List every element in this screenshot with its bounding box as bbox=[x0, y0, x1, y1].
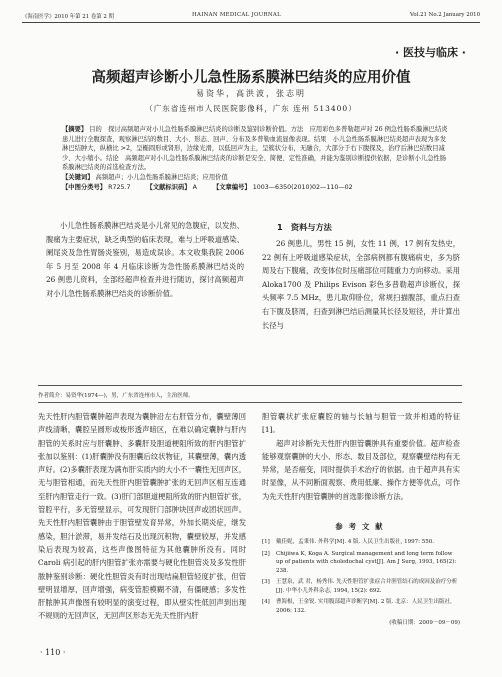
methods-paragraph: 26 例患儿，男性 15 例，女性 11 例，17 例有发热史，22 例有上呼吸道感染症状，全部病例都有腹痛病史，多为脐周及右下腹痛，改变体位时压痛部位可随重力方向移动。采用 Aloka1700 及 Philips Evison 彩色多普勒超声诊断仪，探头频率 7.5 MHz，患儿取仰卧位，常规扫描腹部，重点扫查右下腹及脐周，扫查到淋巴结后测量其长径及短径，并计算出长径与 bbox=[262, 239, 460, 330]
article-title: 高频超声诊断小儿急性肠系膜淋巴结炎的应用价值 bbox=[91, 70, 411, 86]
reference-list bbox=[262, 538, 460, 618]
reference-number: [2] bbox=[262, 550, 270, 557]
reference-item bbox=[262, 578, 460, 595]
abstract-text: 目的 探讨高频超声对小儿急性肠系膜淋巴结炎的诊断及鉴别诊断价值。方法 应用彩色多普勒超声对 26 例急性肠系膜淋巴结炎患儿进行全腹探查，观察淋巴结的数目、大小、形态、回声、分布及多普勒血流显像表现。结果 小儿急性肠系膜淋巴结炎超声表现为多发淋巴结肿大，纵横比 >2，呈椭圆形或肾形，边缘光滑，以低回声为主，呈簇状分布，无融合，大部分于右下腹探及，治疗后淋巴结数目减少、大小缩小。结论 高频超声对小儿急性肠系膜淋巴结炎的诊断是安全、简便、定性准确，并能为鉴别诊断提供依据，是诊断小儿急性肠系膜淋巴结炎的首选检查方法。 bbox=[62, 126, 448, 172]
abstract-label: 【摘要】 bbox=[62, 126, 88, 133]
reference-number: [3] bbox=[262, 579, 270, 585]
header-journal-en: HAINAN MEDICAL JOURNAL bbox=[192, 12, 281, 18]
reference-item bbox=[262, 550, 460, 576]
reference-number: [1] bbox=[262, 539, 270, 545]
reference-item bbox=[262, 538, 460, 547]
page-number: · 110 · bbox=[40, 648, 66, 657]
discussion-continued: 胆管囊状扩张症囊腔的轴与长轴与胆管一致并相通的特征[1]。 bbox=[262, 412, 460, 435]
reference-text: 戴佳妮，孟秉伟. 外科学[M]. 4 版. 人民卫生出版社, 1997: 550. bbox=[276, 539, 435, 545]
intro-paragraph: 小儿急性肠系膜淋巴结炎是小儿常见的急腹症，以发热、腹痛为主要症状，缺乏典型的临床表现，难与上呼吸道感染、阑尾炎及急性胃肠炎鉴别，易造成误诊。本文收集我院 2006 年 5 月至 2008 年 4 月临床诊断为急性肠系膜淋巴结炎的 26 例患儿资料，全部经超声检查并进行随访，探讨高频超声对小儿急性肠系膜淋巴结炎的诊断价值。 bbox=[46, 221, 244, 298]
reference-number: [4] bbox=[262, 599, 270, 605]
body-right-column bbox=[262, 410, 460, 503]
running-header bbox=[22, 10, 480, 23]
doc-code-value: A bbox=[192, 184, 197, 191]
column-break-rule bbox=[38, 402, 462, 403]
methods-heading: 1 资料与方法 bbox=[277, 222, 332, 232]
reference-text: 王慧泉，武 君，杨秀伟. 先天性胆管扩张症合并胆管结石的成因及治疗分析[J]. 中华小儿外科杂志, 1994, 15(2): 692. bbox=[276, 579, 458, 594]
conclusion-paragraph: 超声对诊断先天性肝内胆管囊肿具有重要价值。超声检查能够观察囊肿的大小、形态、数目及部位，观察囊壁结构有无异常，是否癌变，同时提供手术治疗的依据。由于超声具有实时显像，从不同断面观察、费用低廉、操作方便等优点，可作为先天性肝内胆管囊肿的首选影像诊断方法。 bbox=[262, 438, 460, 501]
abstract bbox=[62, 125, 448, 183]
doc-code-label: 【文献标识码】 bbox=[146, 184, 191, 191]
received-date: (收稿日期：2009－09－09) bbox=[389, 620, 460, 626]
clc-label: 【中图分类号】 bbox=[62, 184, 107, 191]
footnote-rule bbox=[38, 385, 462, 386]
clc-value: R725.7 bbox=[108, 184, 131, 191]
header-volume: Vol.21 No.2 January 2010 bbox=[410, 12, 480, 18]
references-heading: 参考文献 bbox=[335, 522, 389, 531]
classification-line bbox=[62, 182, 448, 191]
author-note: 作者简介：易资华(1974—)，男，广东省连州市人，主治医师。 bbox=[38, 393, 194, 399]
section-tag: · 医技与临床 · bbox=[394, 46, 466, 59]
keywords-label: 【关键词】 bbox=[62, 173, 94, 181]
body-left-column bbox=[38, 410, 246, 623]
discussion-paragraph: 先天性肝内胆管囊肿超声表现为囊肿沿左右肝管分布，囊壁薄回声线清晰，囊腔呈圆形或梭形透声暗区，在难以确定囊肿与肝内胆管的关系时应与肝囊肿、多囊肝及胆道梗阻所致的肝内胆管扩张加以鉴别：(1)肝囊肿没有胆囊后纹状物征，其囊壁薄，囊内透声好。(2)多囊肝表现为满布肝实质内的大小不一囊性无回声区，无与胆管相通，而先天性肝内胆管囊肿扩张的无回声区相互连通至肝内胆管走行一致。(3)肝门部胆道梗阻所致的肝内胆管扩张，管腔平行，多无管壁显示，可发现肝门部肿块回声或团状回声。先天性肝内胆管囊肿由于胆管壁发育异常，外加长期炎症，继发感染，胆汁淤滞，易并发结石及出现沉积物，囊壁较厚，并发感染后表现为较高，这些声像图特征为其他囊肿所没有。同时 Caroli 病引起的肝内胆管扩张亦需要与硬化性胆管炎及多发性肝脓肿鉴别诊断：硬化性胆管炎有时出现结扁胆管轻度扩张，但管壁明显增厚，回声增强，病变管腔模糊不清，有僵硬感；多发性肝脓肿其声像图有较明显的演变过程，即从壁实性低回声到出现不规则的无回声区，无回声区形态无先天性肝内肝 bbox=[38, 412, 246, 621]
reference-text: 曹海根，王金锐. 实用腹部超声诊断学[M]. 2 版. 北京：人民卫生出版社, 2006: 132. bbox=[276, 599, 452, 614]
article-id-value: 1003—6350(2010)02—110—02 bbox=[252, 184, 353, 191]
keywords-text: 高频超声；小儿急性肠系膜淋巴结炎；应用价值 bbox=[95, 173, 228, 181]
reference-item bbox=[262, 598, 460, 615]
affiliation: （广东省连州市人民医院影像科，广东 连州 513400） bbox=[145, 104, 357, 113]
reference-text: Chijiiwa K, Koga A. Surgical management and long term follow up of patients with choledochal cyst[J]. Am J Surg, 1993, 165(2): 238. bbox=[276, 550, 457, 574]
header-journal-cn: 《海南医学》2010 年第 21 卷第 2 期 bbox=[22, 14, 114, 20]
author-list: 易资华，高洪波，张志明 bbox=[196, 89, 306, 98]
article-id-label: 【文章编号】 bbox=[212, 184, 251, 191]
intro-column bbox=[46, 219, 244, 301]
methods-column bbox=[262, 237, 460, 332]
